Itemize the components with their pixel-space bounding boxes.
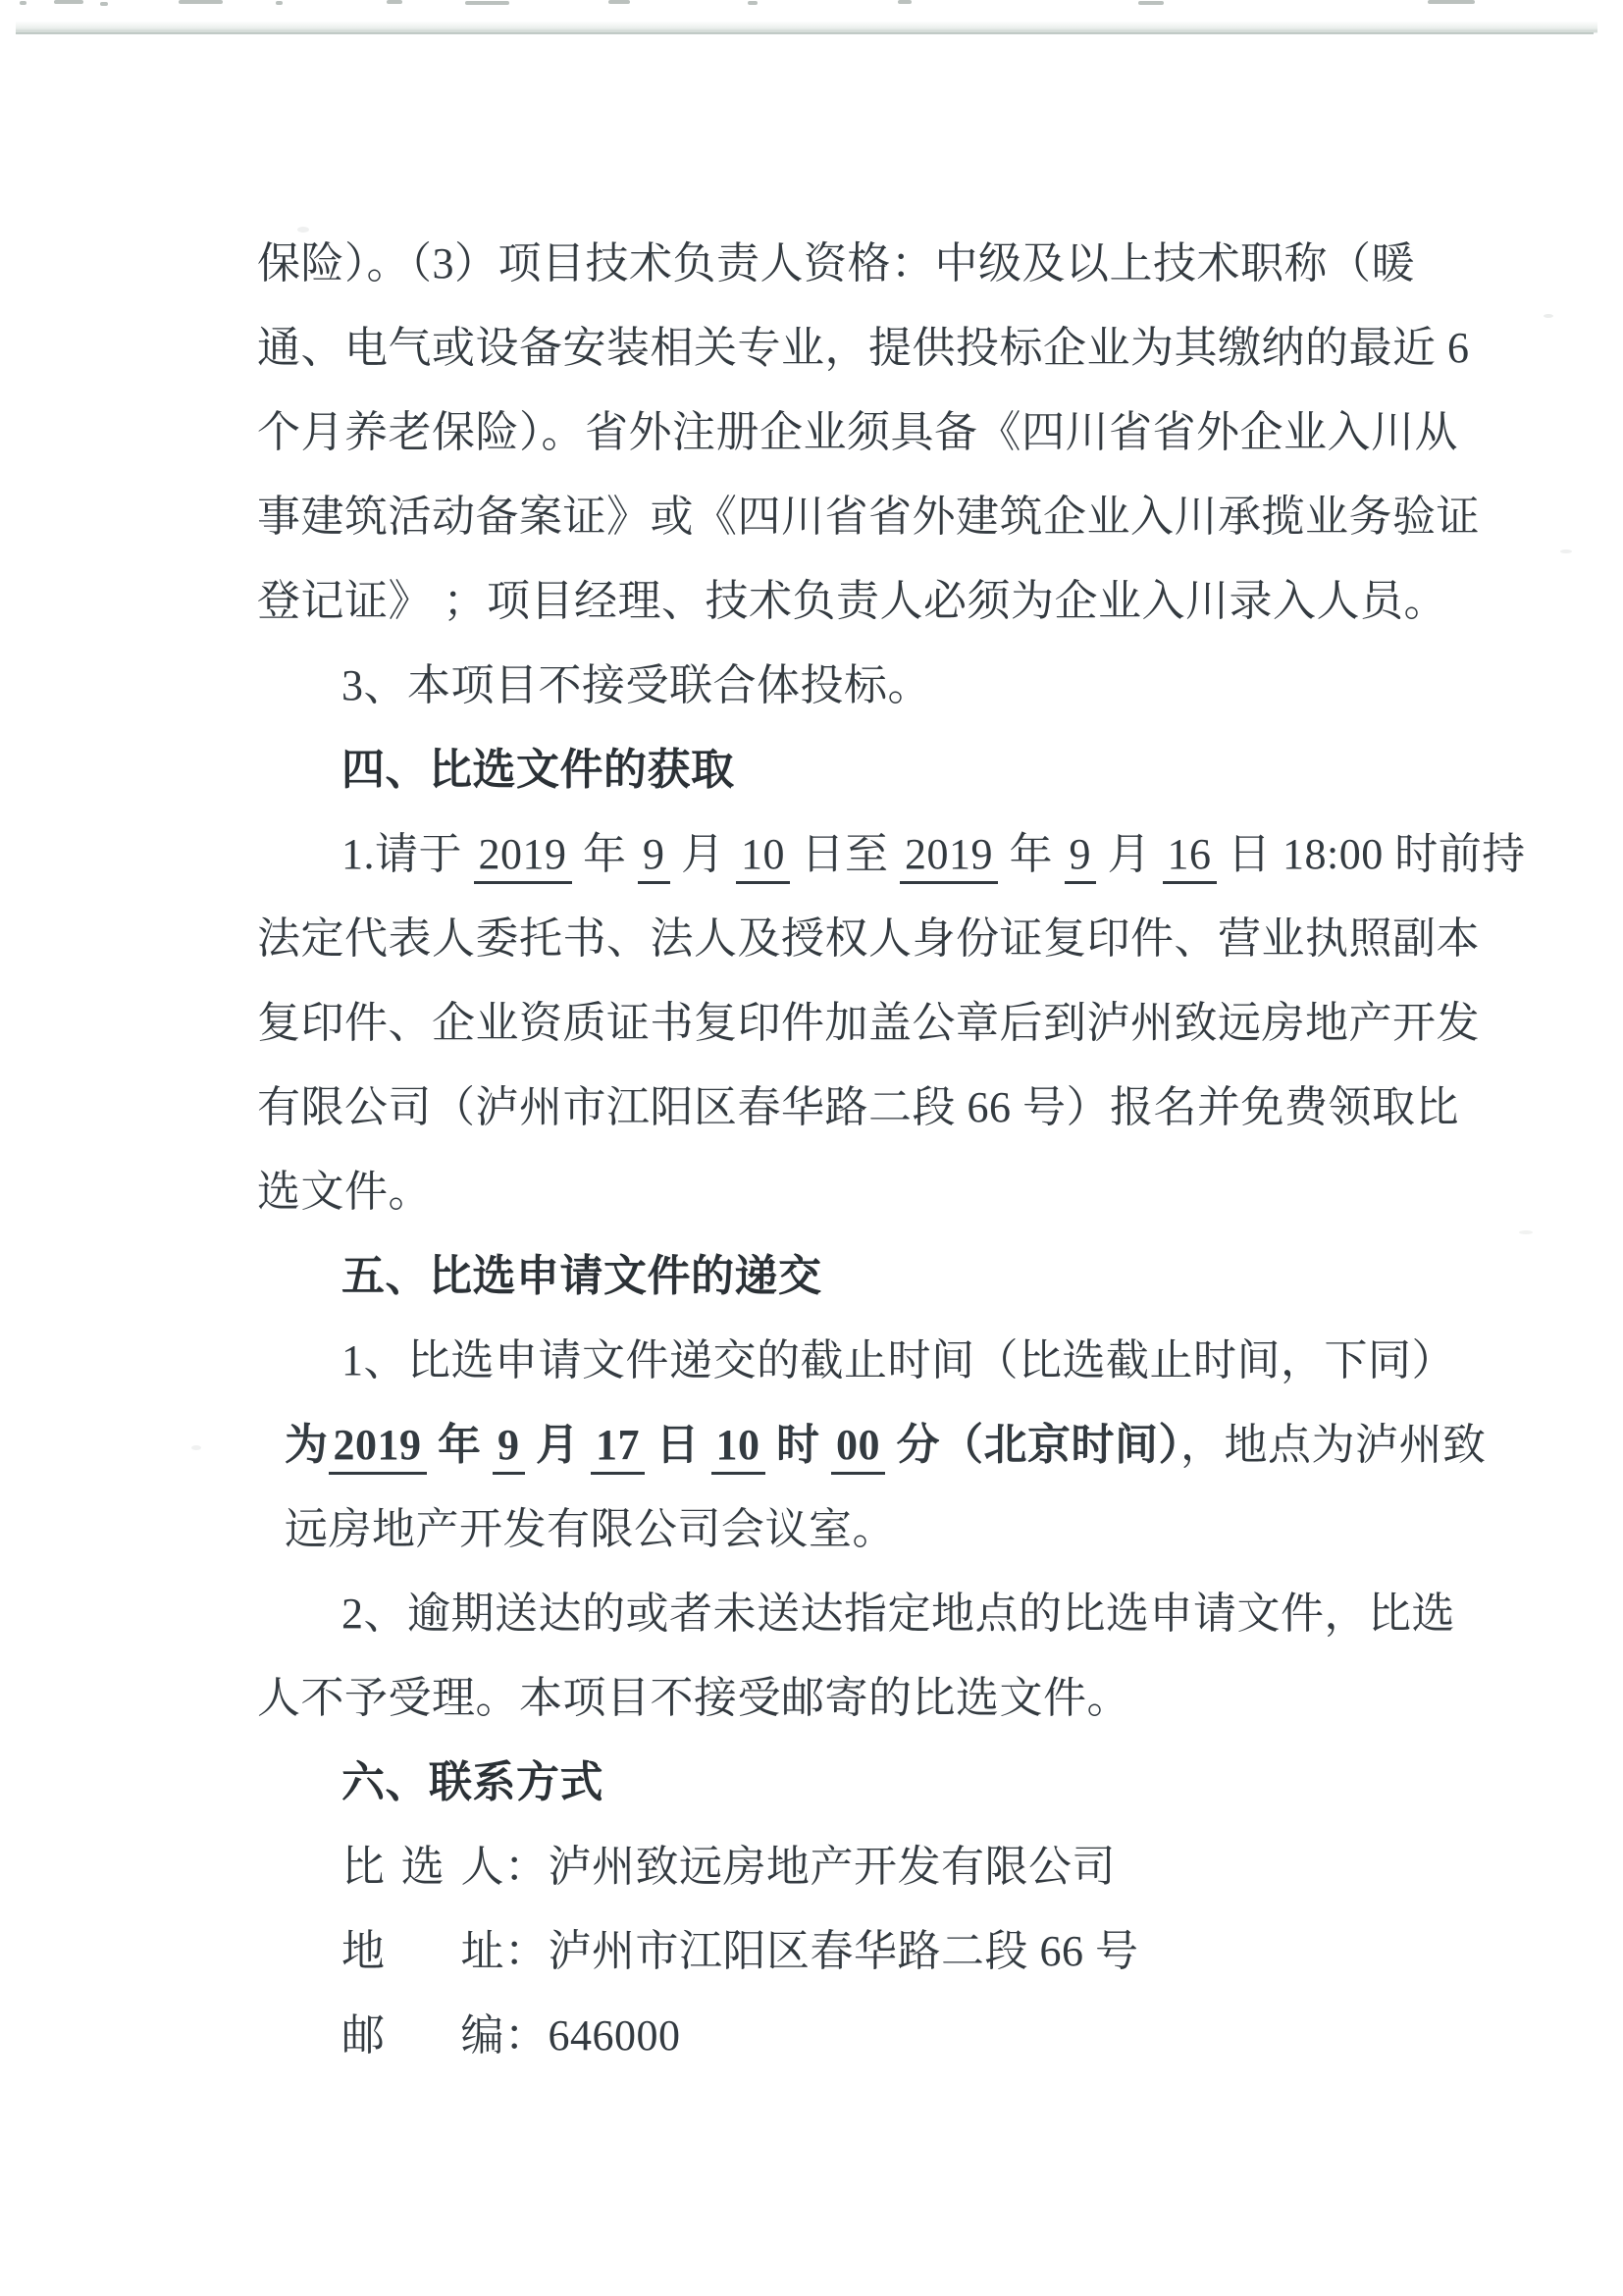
heading-text: 六、联系方式 — [341, 1758, 603, 1806]
deadline-bold-run: 为 — [285, 1421, 329, 1469]
section-heading-document-acquisition — [257, 728, 1449, 812]
section-heading-submission — [257, 1234, 1449, 1319]
paragraph-acquisition-period — [257, 812, 1526, 897]
scan-line-artifact — [16, 32, 1594, 34]
paragraph-deadline-intro — [257, 1319, 1455, 1403]
contact-bidder-row — [257, 1825, 1449, 1909]
contact-postcode-value: 646000 — [548, 2011, 681, 2060]
date-year-underlined: 2019 — [900, 830, 998, 884]
paragraph-qualification-line — [257, 306, 1470, 391]
contact-bidder-label: 比选人 — [341, 1843, 504, 1891]
deadline-bold-run: 年 — [426, 1421, 493, 1469]
text-run: 保险）。（3）项目技术负责人资格：中级及以上技术职称（暖 — [257, 239, 1415, 287]
text-run: 1、比选申请文件递交的截止时间（比选截止时间，下同） — [341, 1336, 1455, 1384]
document-body — [257, 222, 1526, 2078]
contact-bidder-value: 泸州致远房地产开发有限公司 — [548, 1843, 1116, 1891]
date-day-underlined: 16 — [1163, 830, 1217, 884]
contact-postcode-row — [257, 1994, 1449, 2078]
paragraph-deadline-date — [257, 1403, 1487, 1487]
scan-speck — [54, 0, 83, 4]
scan-speck — [387, 0, 402, 4]
text-run: 事建筑活动备案证》或《四川省省外建筑企业入川承揽业务验证 — [257, 493, 1480, 541]
deadline-bold-run: 时 — [764, 1421, 831, 1469]
deadline-hour-underlined: 10 — [711, 1421, 765, 1475]
deadline-day-underlined: 17 — [591, 1421, 645, 1475]
paragraph-acquisition-line — [257, 897, 1480, 981]
scan-speck — [100, 2, 108, 6]
contact-colon: ： — [504, 2011, 549, 2060]
heading-text: 四、比选文件的获取 — [341, 746, 735, 794]
text-run: 复印件、企业资质证书复印件加盖公章后到泸州致远房地产开发 — [257, 999, 1480, 1047]
text-run: 年 — [998, 830, 1065, 878]
text-run: 个月养老保险）。省外注册企业须具备《四川省省外企业入川从 — [257, 408, 1458, 456]
text-run: 3、本项目不接受联合体投标。 — [341, 661, 931, 709]
text-run: 年 — [571, 830, 638, 878]
date-month-underlined: 9 — [1065, 830, 1097, 884]
paragraph-no-consortium — [257, 644, 1449, 728]
date-day-underlined: 10 — [736, 830, 790, 884]
deadline-year-underlined: 2019 — [329, 1421, 427, 1475]
text-run: 有限公司（泸州市江阳区春华路二段 66 号）报名并免费领取比 — [257, 1083, 1459, 1131]
text-run: 月 — [669, 830, 736, 878]
paragraph-acquisition-line — [257, 1066, 1459, 1150]
scan-speck — [1138, 1, 1164, 5]
contact-address-value: 泸州市江阳区春华路二段 66 号 — [548, 1927, 1139, 1975]
scan-speck — [465, 1, 509, 5]
text-run: 人不予受理。本项目不接受邮寄的比选文件。 — [257, 1674, 1130, 1722]
paragraph-qualification-line — [257, 391, 1458, 475]
paragraph-qualification-line — [257, 475, 1480, 559]
scan-speck — [748, 1, 758, 5]
contact-colon: ： — [504, 1843, 549, 1891]
text-run: 选文件。 — [257, 1168, 432, 1216]
section-heading-contact — [257, 1741, 1449, 1825]
scan-speck — [1519, 1230, 1533, 1234]
deadline-bold-run: 月 — [524, 1421, 591, 1469]
text-run: 月 — [1096, 830, 1163, 878]
heading-text: 五、比选申请文件的递交 — [341, 1252, 822, 1300]
paragraph-acquisition-line — [257, 1150, 1449, 1234]
scan-speck — [1428, 0, 1475, 4]
text-run: 日至 — [790, 830, 900, 878]
contact-address-row — [257, 1909, 1449, 1994]
text-run: 1.请于 — [341, 830, 474, 878]
date-month-underlined: 9 — [638, 830, 670, 884]
paragraph-late-delivery — [257, 1572, 1455, 1656]
scan-speck — [191, 1445, 201, 1450]
deadline-minute-underlined: 00 — [831, 1421, 885, 1475]
contact-address-label: 地址 — [341, 1927, 504, 1975]
paragraph-deadline-location — [257, 1487, 1449, 1572]
scan-speck — [898, 0, 912, 4]
deadline-bold-run: 分（北京时间） — [885, 1421, 1180, 1469]
date-year-underlined: 2019 — [474, 830, 572, 884]
text-run: 法定代表人委托书、法人及授权人身份证复印件、营业执照副本 — [257, 914, 1480, 963]
deadline-month-underlined: 9 — [493, 1421, 525, 1475]
paragraph-late-delivery — [257, 1656, 1449, 1741]
scan-speck — [608, 0, 630, 4]
text-run: 登记证》 ；项目经理、技术负责人必须为企业入川录入人员。 — [257, 577, 1447, 625]
text-run: 2、逾期送达的或者未送达指定地点的比选申请文件，比选 — [341, 1590, 1455, 1638]
contact-postcode-label: 邮编 — [341, 2011, 504, 2060]
scan-speck — [1544, 314, 1553, 318]
text-run: 通、电气或设备安装相关专业，提供投标企业为其缴纳的最近 6 — [257, 324, 1470, 372]
text-run: 远房地产开发有限公司会议室。 — [285, 1505, 896, 1553]
deadline-bold-run: 日 — [645, 1421, 711, 1469]
paragraph-qualification-line — [257, 559, 1449, 644]
paragraph-qualification-line — [257, 222, 1449, 306]
text-run: 日 18:00 时前持 — [1216, 830, 1526, 878]
text-run: ，地点为泸州致 — [1180, 1421, 1487, 1469]
scan-speck — [276, 1, 283, 5]
paragraph-acquisition-line — [257, 981, 1480, 1066]
scan-speck — [20, 1, 26, 5]
scan-speck — [179, 0, 223, 4]
contact-colon: ： — [504, 1927, 549, 1975]
scan-speck — [1560, 549, 1572, 553]
